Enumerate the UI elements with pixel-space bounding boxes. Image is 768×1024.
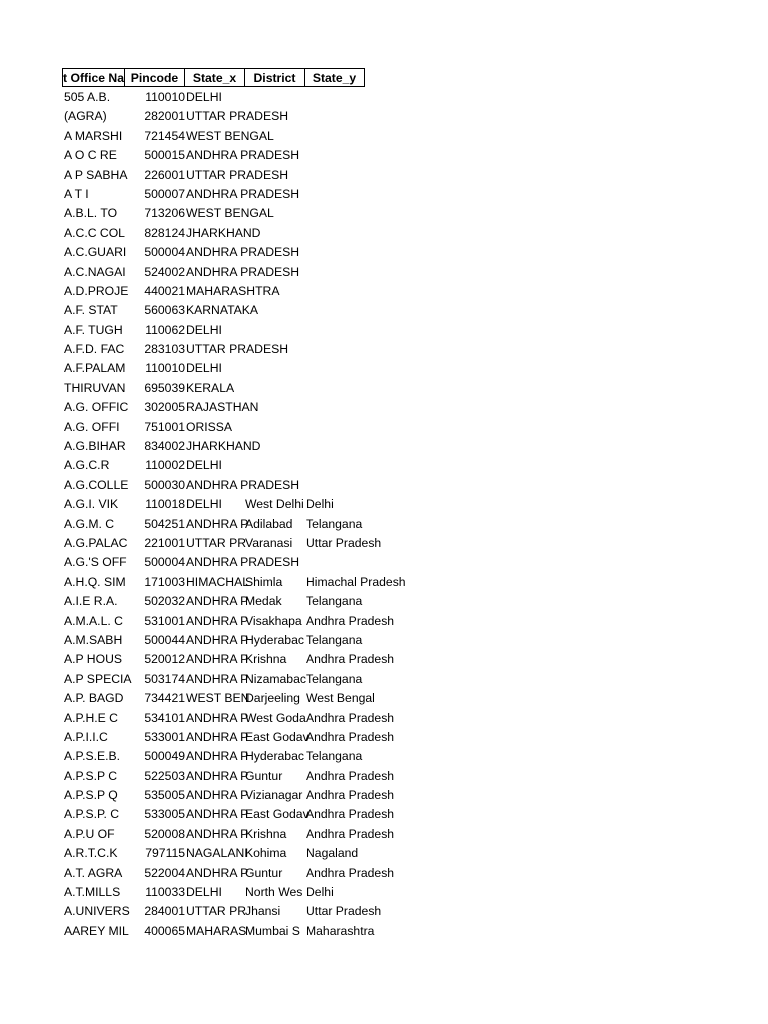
pincode-cell[interactable]: 500007: [144, 186, 185, 201]
state-x-cell[interactable]: ANDHRA P: [186, 807, 249, 822]
state-y-cell[interactable]: [306, 243, 506, 262]
pincode-cell[interactable]: 713206: [144, 206, 185, 221]
post-office-cell[interactable]: A.T. AGRA: [64, 865, 123, 880]
state-y-cell[interactable]: [306, 166, 506, 185]
state-y-cell[interactable]: Andhra Pradesh: [306, 807, 395, 822]
state-x-cell[interactable]: ANDHRA P: [186, 652, 249, 667]
state-x-cell[interactable]: DELHI: [186, 458, 222, 473]
post-office-cell[interactable]: A.F.D. FAC: [64, 342, 125, 357]
district-cell[interactable]: Adilabad: [245, 516, 293, 531]
district-cell[interactable]: Medak: [245, 594, 282, 609]
pincode-cell[interactable]: 533005: [144, 807, 185, 822]
post-office-cell[interactable]: A.G.I. VIK: [64, 497, 119, 512]
pincode-cell[interactable]: 110010: [145, 90, 185, 104]
state-x-cell[interactable]: RAJASTHAN: [186, 400, 259, 415]
district-cell[interactable]: [245, 107, 304, 126]
district-cell[interactable]: Varanasi: [245, 535, 293, 550]
state-y-cell[interactable]: [306, 418, 506, 437]
post-office-cell[interactable]: AAREY MIL: [64, 923, 129, 938]
district-cell[interactable]: [245, 418, 304, 437]
post-office-cell[interactable]: A.G.PALAC: [64, 535, 128, 550]
pincode-cell[interactable]: 110018: [145, 497, 185, 512]
district-cell[interactable]: Hyderabac: [245, 632, 304, 647]
state-y-cell[interactable]: Uttar Pradesh: [306, 535, 382, 550]
post-office-cell[interactable]: (AGRA): [64, 109, 107, 124]
district-cell[interactable]: East Godav: [245, 729, 309, 744]
post-office-cell[interactable]: A.F.PALAM: [64, 361, 126, 376]
post-office-cell[interactable]: A.M.A.L. C: [64, 613, 123, 628]
state-y-cell[interactable]: Nagaland: [306, 846, 359, 861]
district-cell[interactable]: Darjeeling: [245, 691, 300, 706]
post-office-cell[interactable]: A.C.C COL: [64, 225, 125, 240]
state-x-cell[interactable]: DELHI: [186, 322, 222, 337]
state-y-cell[interactable]: [306, 553, 506, 572]
state-y-cell[interactable]: West Bengal: [306, 691, 375, 706]
district-cell[interactable]: Guntur: [245, 768, 283, 783]
pincode-cell[interactable]: 502032: [144, 594, 185, 609]
pincode-cell[interactable]: 221001: [144, 535, 185, 550]
pincode-cell[interactable]: 524002: [144, 264, 185, 279]
post-office-cell[interactable]: A.H.Q. SIM: [64, 574, 126, 589]
post-office-cell[interactable]: A O C RE: [64, 148, 117, 163]
district-cell[interactable]: Shimla: [245, 574, 283, 589]
state-x-cell[interactable]: WEST BEN: [186, 691, 250, 706]
post-office-cell[interactable]: A.R.T.C.K: [64, 846, 118, 861]
state-x-cell[interactable]: ANDHRA P: [186, 826, 249, 841]
post-office-cell[interactable]: A.M.SABH: [64, 632, 123, 647]
pincode-cell[interactable]: 284001: [144, 904, 185, 919]
state-x-cell[interactable]: ANDHRA P: [186, 729, 249, 744]
district-cell[interactable]: West Delhi: [245, 497, 304, 512]
post-office-cell[interactable]: A.G.COLLE: [64, 477, 129, 492]
post-office-cell[interactable]: A.C.NAGAI: [64, 264, 126, 279]
state-x-cell[interactable]: ANDHRA P: [186, 788, 249, 803]
state-x-cell[interactable]: UTTAR PRADESH: [186, 109, 289, 124]
state-x-cell[interactable]: UTTAR PRADESH: [186, 167, 289, 182]
state-x-cell[interactable]: KERALA: [186, 380, 235, 395]
state-x-cell[interactable]: ANDHRA P: [186, 768, 249, 783]
state-x-cell[interactable]: WEST BENGAL: [186, 206, 274, 221]
district-cell[interactable]: [245, 282, 304, 301]
pincode-cell[interactable]: 535005: [144, 788, 185, 803]
district-cell[interactable]: [245, 243, 304, 262]
state-y-cell[interactable]: Andhra Pradesh: [306, 652, 395, 667]
state-y-cell[interactable]: [306, 127, 506, 146]
state-y-cell[interactable]: [306, 437, 506, 456]
post-office-cell[interactable]: A.F. STAT: [64, 303, 118, 318]
state-x-cell[interactable]: ANDHRA P: [186, 710, 249, 725]
post-office-cell[interactable]: A.C.GUARI: [64, 245, 127, 260]
post-office-cell[interactable]: A.B.L. TO: [64, 206, 118, 221]
district-cell[interactable]: Nizamabac: [245, 671, 306, 686]
post-office-cell[interactable]: A.G.M. C: [64, 516, 115, 531]
state-y-cell[interactable]: Telangana: [306, 594, 363, 609]
state-x-cell[interactable]: DELHI: [186, 90, 222, 104]
pincode-cell[interactable]: 504251: [144, 516, 185, 531]
district-cell[interactable]: Krishna: [245, 652, 287, 667]
state-x-cell[interactable]: JHARKHAND: [186, 225, 261, 240]
post-office-cell[interactable]: A.G. OFFIC: [64, 400, 129, 415]
post-office-cell[interactable]: A.T.MILLS: [64, 885, 121, 900]
pincode-cell[interactable]: 302005: [144, 400, 185, 415]
district-cell[interactable]: [245, 437, 304, 456]
post-office-cell[interactable]: A.P HOUS: [64, 652, 123, 667]
state-x-cell[interactable]: ANDHRA PRADESH: [186, 186, 300, 201]
state-y-cell[interactable]: [306, 224, 506, 243]
pincode-cell[interactable]: 440021: [144, 283, 185, 298]
district-cell[interactable]: [245, 146, 304, 165]
state-y-cell[interactable]: Himachal Pradesh: [306, 574, 406, 589]
state-x-cell[interactable]: ANDHRA P: [186, 613, 249, 628]
district-cell[interactable]: Vizianagar: [245, 788, 303, 803]
header-pincode[interactable]: Pincode: [124, 68, 185, 87]
state-y-cell[interactable]: [306, 185, 506, 204]
pincode-cell[interactable]: 520008: [144, 826, 185, 841]
state-x-cell[interactable]: ANDHRA PRADESH: [186, 264, 300, 279]
district-cell[interactable]: Visakhapa: [245, 613, 302, 628]
state-y-cell[interactable]: [306, 359, 506, 378]
district-cell[interactable]: Mumbai S: [245, 923, 300, 938]
district-cell[interactable]: [245, 321, 304, 340]
district-cell[interactable]: [245, 88, 304, 107]
pincode-cell[interactable]: 522503: [144, 768, 185, 783]
state-y-cell[interactable]: Andhra Pradesh: [306, 729, 395, 744]
state-y-cell[interactable]: Uttar Pradesh: [306, 904, 382, 919]
state-y-cell[interactable]: [306, 204, 506, 223]
state-x-cell[interactable]: ANDHRA PRADESH: [186, 245, 300, 260]
state-y-cell[interactable]: [306, 88, 506, 107]
state-y-cell[interactable]: [306, 321, 506, 340]
pincode-cell[interactable]: 400065: [144, 923, 185, 938]
pincode-cell[interactable]: 520012: [144, 652, 185, 667]
district-cell[interactable]: [245, 379, 304, 398]
state-x-cell[interactable]: ANDHRA P: [186, 865, 249, 880]
state-y-cell[interactable]: [306, 301, 506, 320]
state-x-cell[interactable]: JHARKHAND: [186, 439, 261, 454]
district-cell[interactable]: Kohima: [245, 846, 287, 861]
state-y-cell[interactable]: Telangana: [306, 671, 363, 686]
pincode-cell[interactable]: 503174: [144, 671, 185, 686]
post-office-cell[interactable]: 505 A.B.: [64, 90, 111, 104]
post-office-cell[interactable]: A.F. TUGH: [64, 322, 123, 337]
state-x-cell[interactable]: UTTAR PRADESH: [186, 342, 289, 357]
district-cell[interactable]: [245, 263, 304, 282]
state-x-cell[interactable]: ORISSA: [186, 419, 233, 434]
post-office-cell[interactable]: A.P.H.E C: [64, 710, 118, 725]
state-y-cell[interactable]: Andhra Pradesh: [306, 613, 395, 628]
post-office-cell[interactable]: A.P.S.E.B.: [64, 749, 121, 764]
post-office-cell[interactable]: A P SABHA: [64, 167, 128, 182]
state-y-cell[interactable]: [306, 476, 506, 495]
state-y-cell[interactable]: [306, 340, 506, 359]
state-y-cell[interactable]: Delhi: [306, 497, 334, 512]
state-y-cell[interactable]: [306, 398, 506, 417]
district-cell[interactable]: [245, 301, 304, 320]
pincode-cell[interactable]: 828124: [144, 225, 185, 240]
state-y-cell[interactable]: Andhra Pradesh: [306, 865, 395, 880]
state-x-cell[interactable]: ANDHRA P: [186, 594, 249, 609]
district-cell[interactable]: [245, 224, 304, 243]
pincode-cell[interactable]: 110062: [145, 322, 185, 337]
pincode-cell[interactable]: 560063: [144, 303, 185, 318]
state-x-cell[interactable]: ANDHRA P: [186, 516, 249, 531]
pincode-cell[interactable]: 171003: [144, 574, 185, 589]
post-office-cell[interactable]: THIRUVAN: [64, 380, 126, 395]
state-y-cell[interactable]: [306, 456, 506, 475]
pincode-cell[interactable]: 721454: [144, 128, 185, 143]
district-cell[interactable]: Krishna: [245, 826, 287, 841]
state-x-cell[interactable]: ANDHRA P: [186, 632, 249, 647]
pincode-cell[interactable]: 522004: [144, 865, 185, 880]
pincode-cell[interactable]: 500015: [144, 148, 185, 163]
state-y-cell[interactable]: Andhra Pradesh: [306, 710, 395, 725]
district-cell[interactable]: Jhansi: [245, 904, 281, 919]
district-cell[interactable]: Hyderabac: [245, 749, 304, 764]
post-office-cell[interactable]: A.P.U OF: [64, 826, 115, 841]
state-y-cell[interactable]: Andhra Pradesh: [306, 826, 395, 841]
header-post-office-name[interactable]: t Office Na: [62, 68, 125, 87]
pincode-cell[interactable]: 834002: [144, 439, 185, 454]
post-office-cell[interactable]: A.D.PROJE: [64, 283, 129, 298]
header-state-y[interactable]: State_y: [304, 68, 365, 87]
pincode-cell[interactable]: 110033: [145, 885, 185, 900]
pincode-cell[interactable]: 500044: [144, 632, 185, 647]
state-y-cell[interactable]: [306, 146, 506, 165]
state-x-cell[interactable]: DELHI: [186, 885, 222, 900]
pincode-cell[interactable]: 534101: [144, 710, 185, 725]
state-y-cell[interactable]: Telangana: [306, 516, 363, 531]
state-x-cell[interactable]: MAHARAS: [186, 923, 247, 938]
pincode-cell[interactable]: 797115: [145, 846, 185, 861]
state-x-cell[interactable]: ANDHRA PRADESH: [186, 555, 300, 570]
state-y-cell[interactable]: [306, 263, 506, 282]
post-office-cell[interactable]: A.G.BIHAR: [64, 439, 126, 454]
pincode-cell[interactable]: 110010: [145, 361, 185, 376]
post-office-cell[interactable]: A.P SPECIA: [64, 671, 132, 686]
state-y-cell[interactable]: [306, 282, 506, 301]
district-cell[interactable]: [245, 476, 304, 495]
post-office-cell[interactable]: A.UNIVERS: [64, 904, 130, 919]
state-x-cell[interactable]: MAHARASHTRA: [186, 283, 280, 298]
post-office-cell[interactable]: A MARSHI: [64, 128, 123, 143]
post-office-cell[interactable]: A.G.C.R: [64, 458, 110, 473]
post-office-cell[interactable]: A.P.S.P C: [64, 768, 118, 783]
state-y-cell[interactable]: Andhra Pradesh: [306, 788, 395, 803]
pincode-cell[interactable]: 500030: [144, 477, 185, 492]
district-cell[interactable]: [245, 127, 304, 146]
pincode-cell[interactable]: 751001: [144, 419, 185, 434]
pincode-cell[interactable]: 500004: [144, 555, 185, 570]
pincode-cell[interactable]: 734421: [144, 691, 185, 706]
district-cell[interactable]: [245, 204, 304, 223]
post-office-cell[interactable]: A T I: [64, 186, 89, 201]
district-cell[interactable]: [245, 340, 304, 359]
state-x-cell[interactable]: DELHI: [186, 497, 222, 512]
district-cell[interactable]: North Wes: [245, 885, 303, 900]
district-cell[interactable]: [245, 553, 304, 572]
post-office-cell[interactable]: A.I.E R.A.: [64, 594, 118, 609]
state-x-cell[interactable]: UTTAR PR: [186, 904, 247, 919]
state-y-cell[interactable]: Delhi: [306, 885, 334, 900]
state-y-cell[interactable]: Andhra Pradesh: [306, 768, 395, 783]
state-x-cell[interactable]: ANDHRA P: [186, 749, 249, 764]
state-x-cell[interactable]: HIMACHAL: [186, 574, 249, 589]
district-cell[interactable]: [245, 166, 304, 185]
post-office-cell[interactable]: A.P.S.P. C: [64, 807, 120, 822]
pincode-cell[interactable]: 283103: [144, 342, 185, 357]
district-cell[interactable]: [245, 185, 304, 204]
state-x-cell[interactable]: ANDHRA PRADESH: [186, 477, 300, 492]
state-x-cell[interactable]: UTTAR PR: [186, 535, 247, 550]
state-x-cell[interactable]: NAGALANI: [186, 846, 248, 861]
pincode-cell[interactable]: 531001: [144, 613, 185, 628]
post-office-cell[interactable]: A.G. OFFI: [64, 419, 120, 434]
state-y-cell[interactable]: [306, 379, 506, 398]
state-y-cell[interactable]: Telangana: [306, 632, 363, 647]
district-cell[interactable]: Guntur: [245, 865, 283, 880]
pincode-cell[interactable]: 500004: [144, 245, 185, 260]
state-x-cell[interactable]: DELHI: [186, 361, 222, 376]
post-office-cell[interactable]: A.G.'S OFF: [64, 555, 127, 570]
pincode-cell[interactable]: 533001: [144, 729, 185, 744]
pincode-cell[interactable]: 500049: [144, 749, 185, 764]
state-y-cell[interactable]: Maharashtra: [306, 923, 375, 938]
district-cell[interactable]: [245, 359, 304, 378]
state-y-cell[interactable]: [306, 107, 506, 126]
pincode-cell[interactable]: 110002: [145, 458, 185, 473]
pincode-cell[interactable]: 282001: [144, 109, 185, 124]
post-office-cell[interactable]: A.P.I.I.C: [64, 729, 108, 744]
state-x-cell[interactable]: ANDHRA PRADESH: [186, 148, 300, 163]
state-x-cell[interactable]: KARNATAKA: [186, 303, 259, 318]
district-cell[interactable]: East Godav: [245, 807, 309, 822]
post-office-cell[interactable]: A.P. BAGD: [64, 691, 124, 706]
header-state-x[interactable]: State_x: [184, 68, 245, 87]
district-cell[interactable]: West Goda: [245, 710, 306, 725]
pincode-cell[interactable]: 695039: [144, 380, 185, 395]
pincode-cell[interactable]: 226001: [144, 167, 185, 182]
post-office-cell[interactable]: A.P.S.P Q: [64, 788, 118, 803]
state-x-cell[interactable]: ANDHRA P: [186, 671, 249, 686]
district-cell[interactable]: [245, 456, 304, 475]
state-y-cell[interactable]: Telangana: [306, 749, 363, 764]
state-x-cell[interactable]: WEST BENGAL: [186, 128, 274, 143]
district-cell[interactable]: [245, 398, 304, 417]
header-district[interactable]: District: [244, 68, 305, 87]
